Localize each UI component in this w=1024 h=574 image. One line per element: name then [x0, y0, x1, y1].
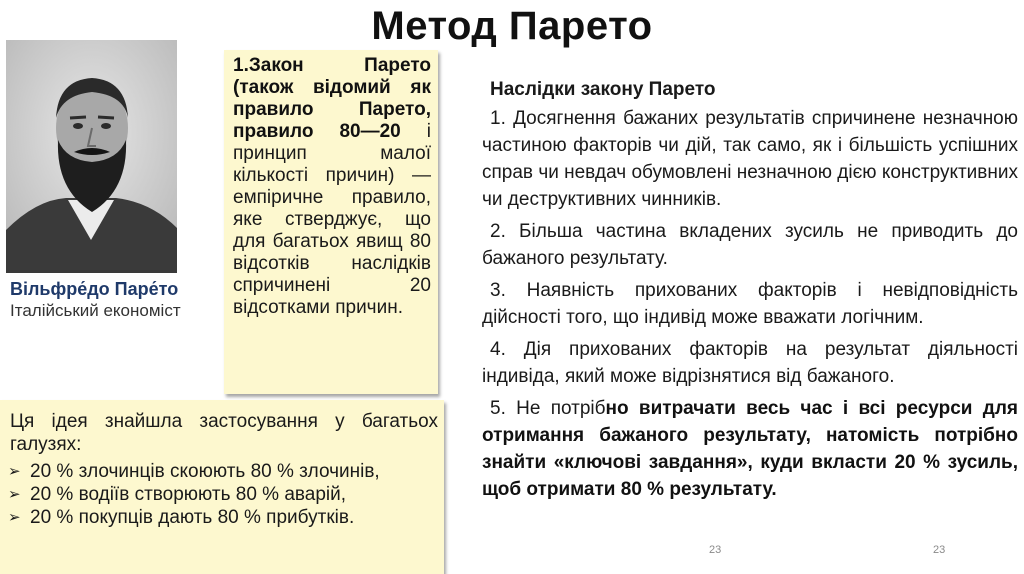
portrait-illustration	[6, 40, 177, 273]
arrow-bullet-icon: ➢	[8, 463, 21, 480]
list-item	[6, 460, 438, 483]
applications-list	[6, 460, 438, 529]
pareto-law-text	[233, 55, 431, 319]
consequence-5-emphasis: но витрачати весь час і всі ресурси для отримання бажаного результату, натомість потрібно знайти «ключові завдання», куди вкласти 20 % зусиль, щоб отримати 80 % результату.	[482, 398, 1018, 500]
pareto-law-box	[224, 50, 438, 394]
consequences-section	[482, 76, 1018, 508]
person-role: Італійський економіст	[10, 301, 181, 320]
consequence-5-prefix: 5. Не потріб	[490, 398, 606, 419]
pareto-portrait	[6, 40, 177, 273]
law-description: і принцип малої кількості причин) — емпіричне правило, яке стверджує, що для багатьох явищ 80 відсотків наслідків спричинені 20 відсотками причин.	[233, 121, 432, 318]
list-item	[6, 483, 438, 506]
consequence-item: 4. Дія прихованих факторів на результат діяльності індивіда, який може відрізнятися від бажаного.	[482, 339, 1018, 387]
law-intro: 1.Закон Парето (також відомий як правило Парето,	[233, 55, 431, 120]
page-number: 23	[709, 544, 722, 556]
consequence-item: 1. Досягнення бажаних результатів спричинене незначною частиною факторів чи дій, так само, як і більшість успішних справ чи невдач обумовлені незначною дією конструктивних чи деструктивних чинників.	[482, 108, 1018, 210]
bullet-text: 20 % покупців дають 80 % прибутків.	[30, 507, 355, 528]
consequence-item: 3. Наявність прихованих факторів і невідповідність дійсності того, що індивід може вважати логічним.	[482, 280, 1018, 328]
applications-box	[0, 400, 444, 574]
portrait-caption	[10, 278, 220, 322]
law-rule-highlight: правило 80—20	[233, 121, 401, 142]
consequences-heading: Наслідки закону Парето	[490, 79, 716, 100]
slide-title: Метод Парето	[371, 4, 653, 48]
list-item	[6, 506, 438, 529]
consequence-item: 2. Більша частина вкладених зусиль не приводить до бажаного результату.	[482, 221, 1018, 269]
arrow-bullet-icon: ➢	[8, 509, 21, 526]
page-number: 23	[933, 544, 946, 556]
applications-intro: Ця ідея знайшла застосування у багатьох галузях:	[10, 411, 438, 455]
bullet-text: 20 % злочинців скоюють 80 % злочинів,	[30, 461, 380, 482]
bullet-text: 20 % водіїв створюють 80 % аварій,	[30, 484, 347, 505]
person-name: Вільфре́до Паре́то	[10, 279, 179, 299]
arrow-bullet-icon: ➢	[8, 486, 21, 503]
consequence-item-5	[482, 395, 1018, 503]
